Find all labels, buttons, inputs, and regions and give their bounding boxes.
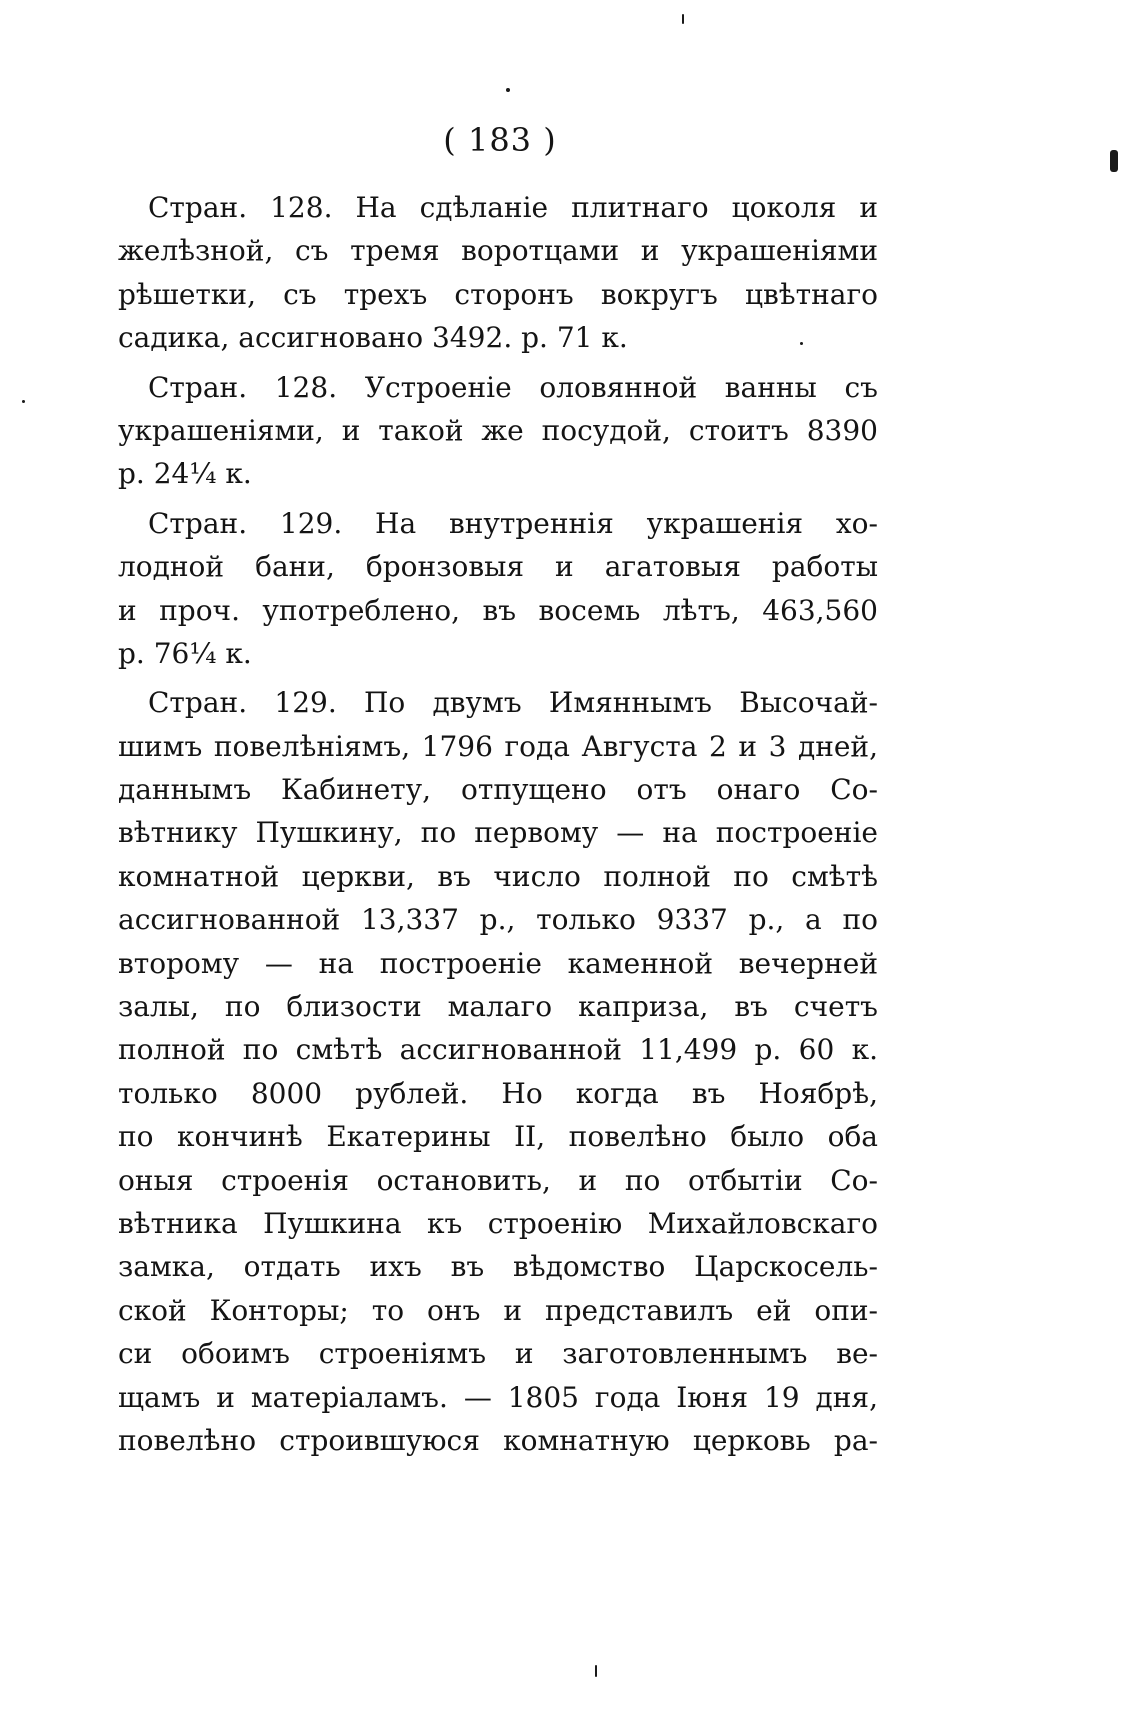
text-line: желѣзной, съ тремя воротцами и украшеніями xyxy=(118,234,878,268)
scan-speck xyxy=(22,400,25,403)
text-line: замка, отдать ихъ въ вѣдомство Царскосель- xyxy=(118,1250,878,1284)
text-line: украшеніями, и такой же посудой, стоитъ 8390 xyxy=(118,413,878,447)
text-line: и проч. употреблено, въ восемь лѣтъ, 463,560 xyxy=(118,593,878,627)
text-line: ской Конторы; то онъ и представилъ ей опи- xyxy=(118,1293,878,1327)
scan-speck xyxy=(800,342,803,345)
scan-speck xyxy=(682,14,684,24)
page-number: ( 183 ) xyxy=(443,121,557,159)
scan-speck xyxy=(506,88,510,92)
text-line: си обоимъ строеніямъ и заготовленнымъ ве- xyxy=(118,1337,878,1371)
text-line: оныя строенія остановить, и по отбытіи Со- xyxy=(118,1163,878,1197)
body-text xyxy=(118,186,878,1462)
text-line: повелѣно строившуюся комнатную церковь ра- xyxy=(118,1423,878,1457)
scan-speck xyxy=(595,1665,597,1677)
paragraph-3 xyxy=(118,502,878,676)
text-line: лодной бани, бронзовыя и агатовыя работы xyxy=(118,550,878,584)
text-line: вѣтнику Пушкину, по первому — на построеніе xyxy=(118,816,878,850)
text-line: щамъ и матеріаламъ. — 1805 года Іюня 19 дня, xyxy=(118,1380,878,1414)
text-line: Стран. 128. На сдѣланіе плитнаго цоколя и xyxy=(148,191,878,224)
text-line: Стран. 128. Устроеніе оловянной ванны съ xyxy=(148,370,878,404)
scan-speck xyxy=(1110,150,1118,172)
paragraph-1 xyxy=(118,186,878,360)
text-line: р. 76¼ к. xyxy=(118,636,252,670)
text-line: Стран. 129. По двумъ Имяннымъ Высочай- xyxy=(148,686,878,720)
text-line: вѣтника Пушкина къ строенію Михайловскаго xyxy=(118,1206,878,1240)
text-line: залы, по близости малаго каприза, въ счетъ xyxy=(118,990,878,1024)
text-line: даннымъ Кабинету, отпущено отъ онаго Со- xyxy=(118,773,878,807)
text-line: по кончинѣ Екатерины II, повелѣно было оба xyxy=(118,1120,878,1154)
text-line: шимъ повелѣніямъ, 1796 года Августа 2 и 3 дней, xyxy=(118,729,878,763)
text-line: полной по смѣтѣ ассигнованной 11,499 р. 60 к. xyxy=(118,1033,878,1067)
paragraph-2 xyxy=(118,366,878,496)
paragraph-4 xyxy=(118,681,878,1462)
text-line: садика, ассигновано 3492. р. 71 к. xyxy=(118,321,628,355)
text-line: р. 24¼ к. xyxy=(118,457,252,491)
text-line: Стран. 129. На внутреннія украшенія хо- xyxy=(148,506,878,540)
text-line: второму — на построеніе каменной вечерней xyxy=(118,946,878,980)
text-line: только 8000 рублей. Но когда въ Ноябрѣ, xyxy=(118,1076,878,1110)
text-line: рѣшетки, съ трехъ сторонъ вокругъ цвѣтнаго xyxy=(118,277,878,311)
text-line: ассигнованной 13,337 р., только 9337 р., а по xyxy=(118,903,878,937)
text-line: комнатной церкви, въ число полной по смѣтѣ xyxy=(118,859,878,893)
